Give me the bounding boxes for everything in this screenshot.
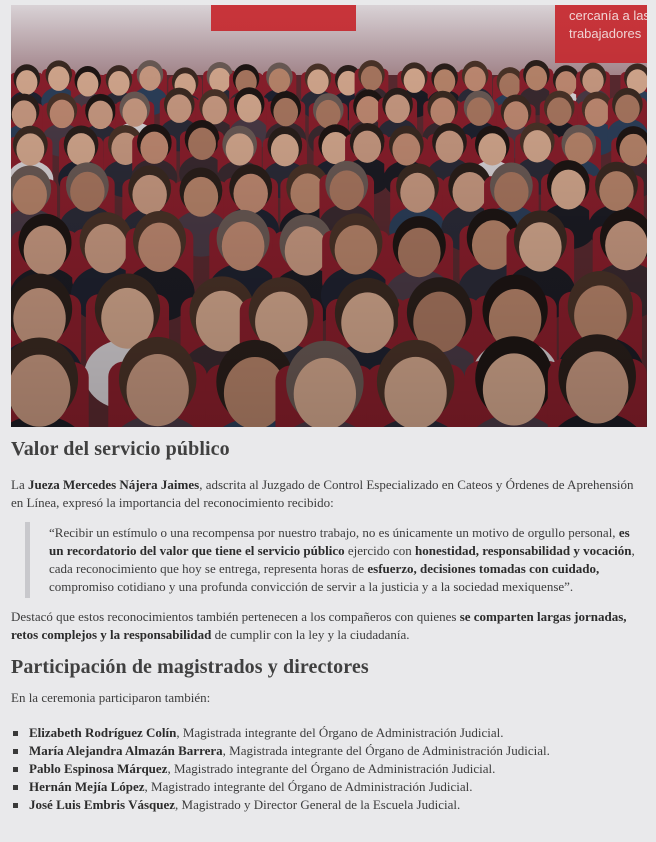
list-item	[11, 796, 643, 814]
list-item	[11, 778, 643, 796]
quote-bold: honestidad, responsabilidad y vocación	[415, 543, 632, 558]
participant-role: , Magistrado integrante del Órgano de Administración Judicial.	[167, 761, 496, 776]
intro-text-rest: , adscrita al Juzgado de Control Especializado en Cateos y Órdenes de Aprehensión en Línea, expresó la importancia del reconocimiento recibido:	[11, 477, 634, 510]
article-body	[11, 438, 643, 814]
participants-intro: En la ceremonia participaron también:	[11, 690, 211, 705]
judge-name: Jueza Mercedes Nájera Jaimes	[27, 477, 200, 492]
participant-role: , Magistrada integrante del Órgano de Administración Judicial.	[222, 743, 550, 758]
participant-name: María Alejandra Almazán Barrera	[29, 743, 223, 758]
audience-photo	[11, 5, 647, 427]
participants-list	[11, 724, 643, 814]
section-title-valor: Valor del servicio público	[11, 438, 230, 460]
participant-name: Elizabeth Rodríguez Colín	[29, 725, 177, 740]
judge-quote	[25, 522, 643, 598]
participant-name: José Luis Embris Vásquez	[29, 797, 176, 812]
quote-text: , cada reconocimiento que hoy se entrega, representa horas de	[49, 543, 635, 576]
participant-role: , Magistrado y Director General de la Escuela Judicial.	[175, 797, 461, 812]
quote-text: compromiso cotidiano y una profunda convicción de servir a la justicia y a la sociedad mexiquense”.	[49, 579, 574, 594]
list-item	[11, 742, 643, 760]
intro-text: La	[11, 477, 28, 492]
audience-illustration	[11, 5, 647, 427]
closing-text-rest: de cumplir con la ley y la ciudadanía.	[211, 627, 410, 642]
closing-paragraph	[11, 608, 643, 644]
list-item	[11, 760, 643, 778]
quote-text: “Recibir un estímulo o una recompensa por nuestro trabajo, no es únicamente un motivo de orgullo personal,	[49, 525, 619, 540]
participant-name: Pablo Espinosa Márquez	[29, 761, 168, 776]
participant-name: Hernán Mejía López	[29, 779, 145, 794]
quote-text: ejercido con	[344, 543, 415, 558]
participant-role: , Magistrada integrante del Órgano de Administración Judicial.	[176, 725, 504, 740]
list-item	[11, 724, 643, 742]
participant-role: , Magistrado integrante del Órgano de Administración Judicial.	[144, 779, 473, 794]
quote-bold: esfuerzo, decisiones tomadas con cuidado,	[367, 561, 600, 576]
intro-paragraph	[11, 476, 643, 512]
section-title-participacion: Participación de magistrados y directores	[11, 656, 369, 678]
closing-bold: se comparten largas jornadas, retos complejos y la responsabilidad	[11, 609, 627, 642]
quote-bold: es un recordatorio del valor que tiene el servicio público	[49, 525, 630, 558]
closing-text: Destacó que estos reconocimientos también pertenecen a los compañeros con quienes	[11, 609, 460, 624]
